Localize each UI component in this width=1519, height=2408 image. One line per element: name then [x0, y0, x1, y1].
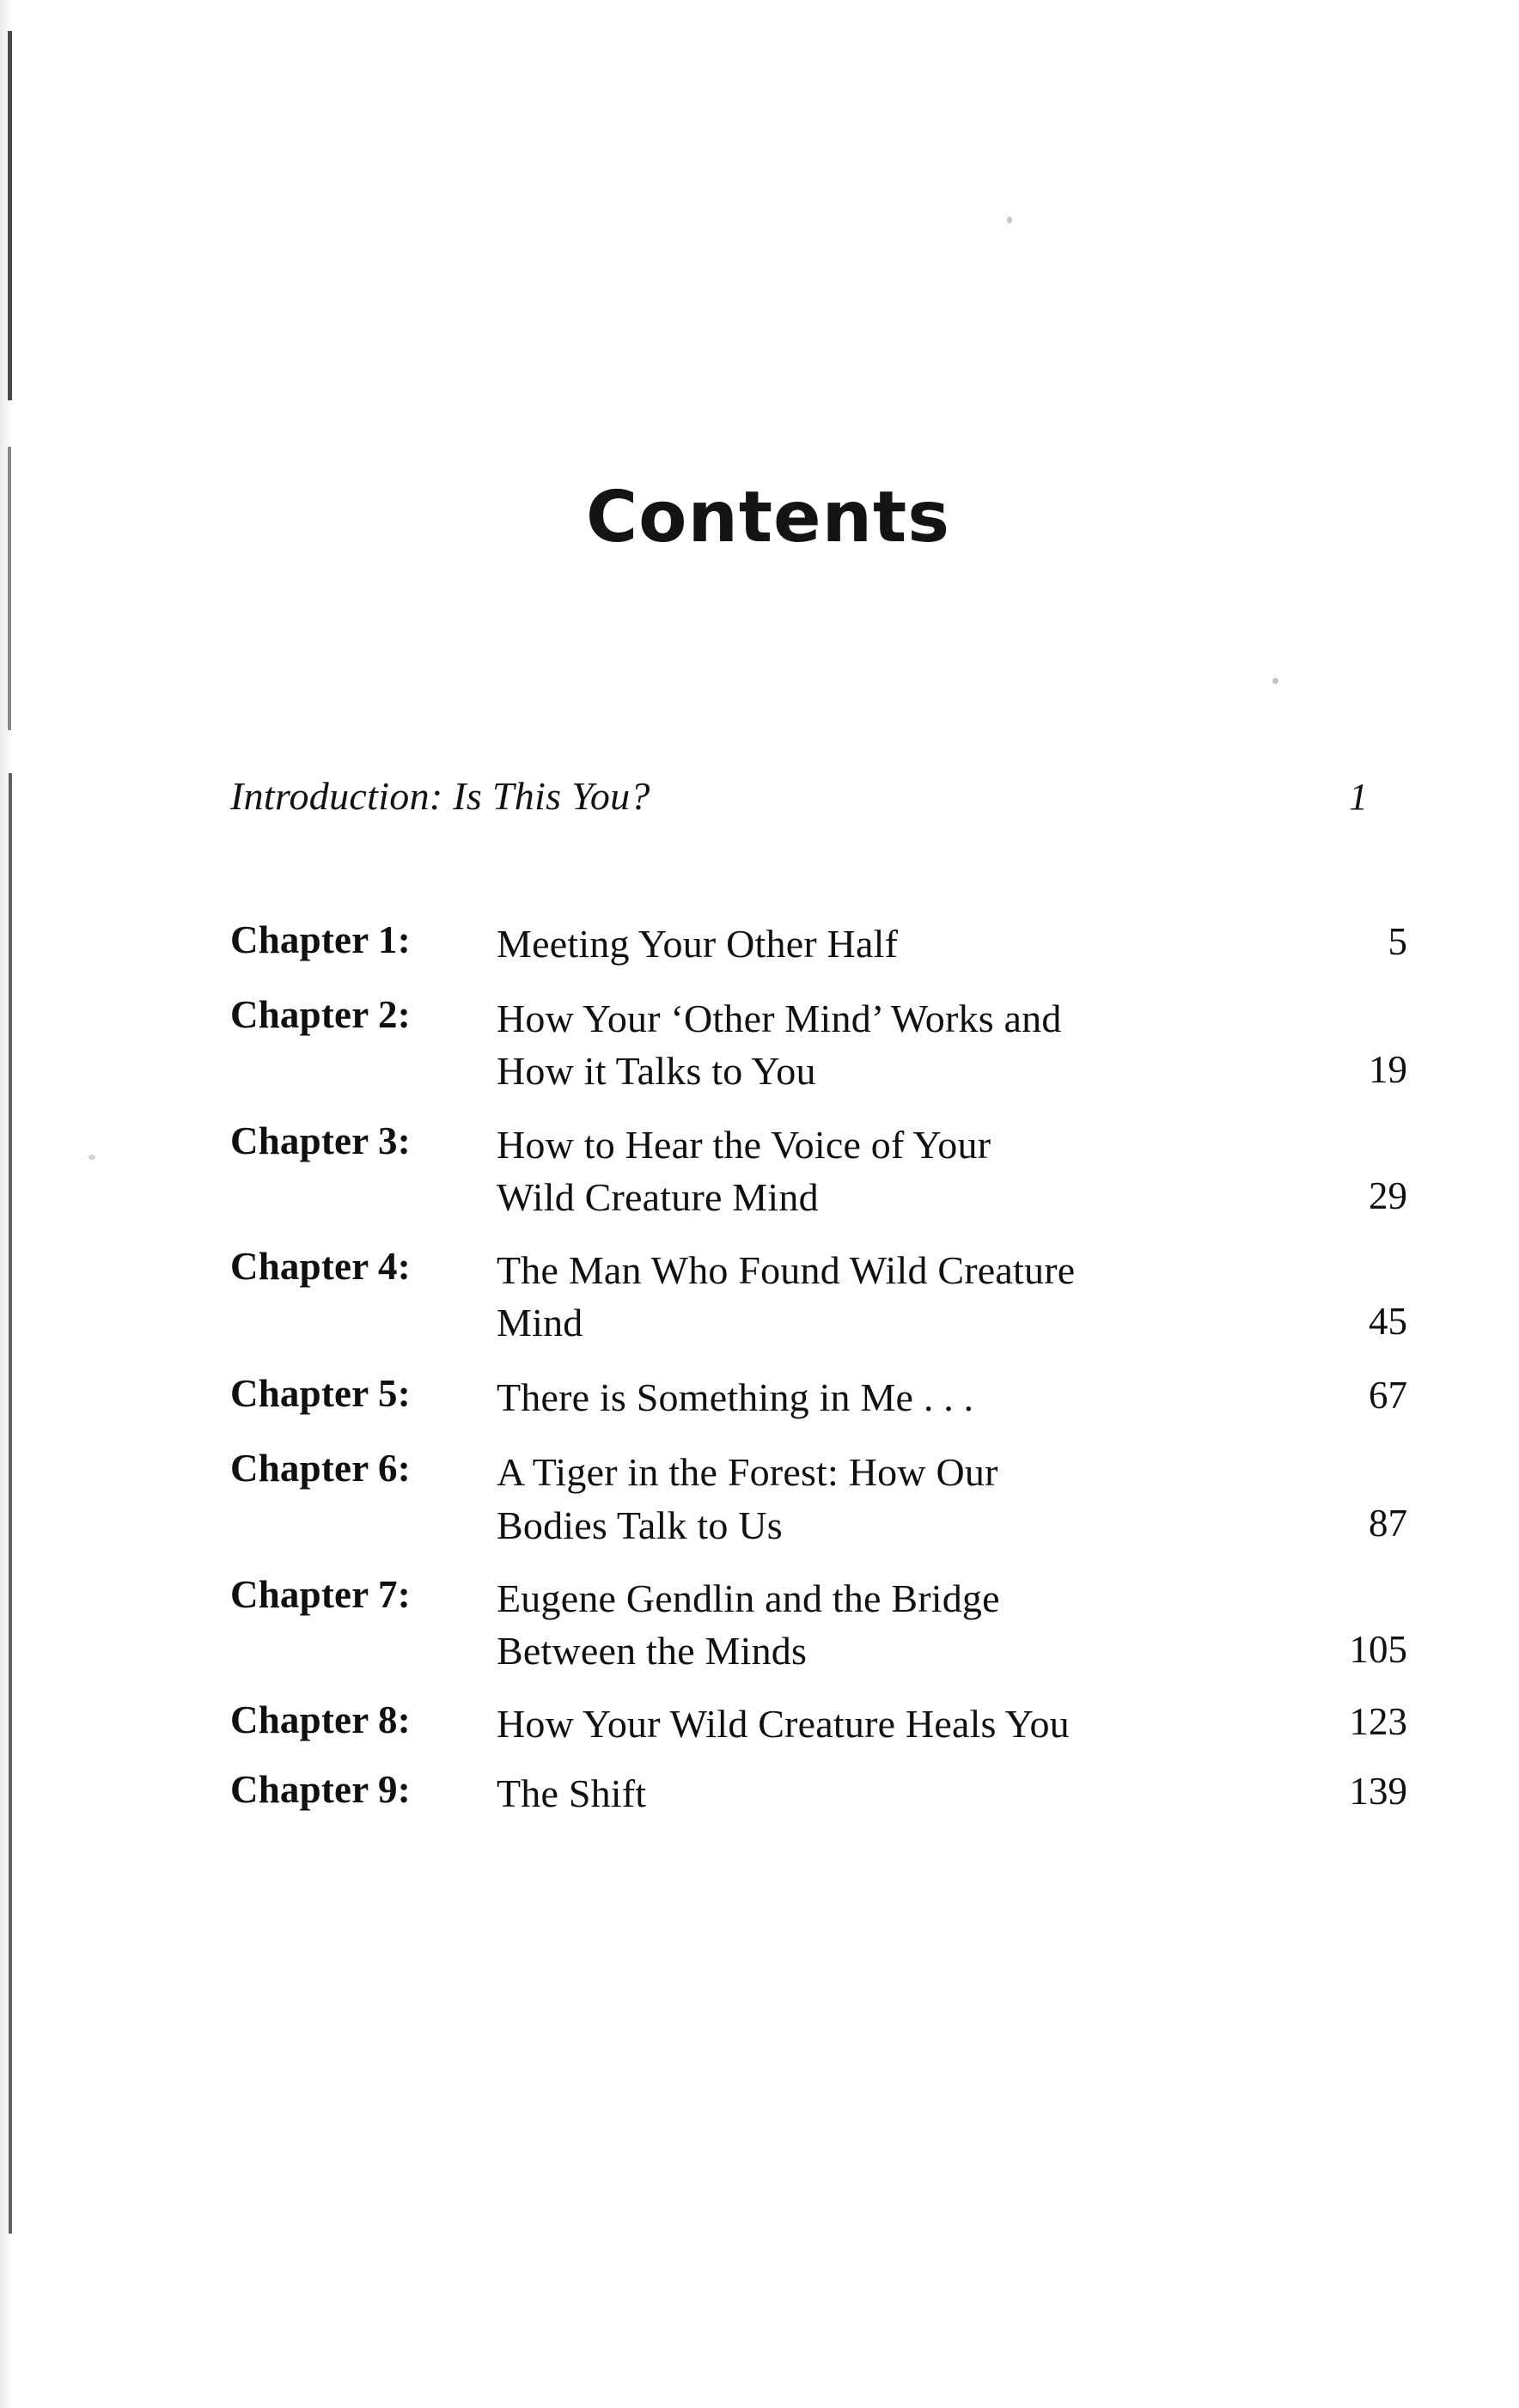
chapter-title-line-2: Wild Creature Mind: [497, 1174, 819, 1219]
page-title: [0, 477, 1519, 558]
chapter-label: Chapter 6:: [230, 1447, 411, 1491]
toc-entry-chapter-5[interactable]: [230, 1371, 1433, 1423]
chapter-title-line-1: Eugene Gendlin and the Bridge: [497, 1576, 1000, 1620]
toc-entry-introduction[interactable]: [230, 773, 1433, 856]
chapter-label: Chapter 5:: [230, 1372, 411, 1416]
chapter-title: [497, 1572, 1278, 1677]
chapter-label: Chapter 9:: [230, 1768, 411, 1812]
chapter-title-line-1: The Man Who Found Wild Creature: [497, 1247, 1076, 1292]
chapter-title: [497, 1446, 1278, 1551]
chapter-page-number: 29: [1369, 1174, 1407, 1217]
chapter-title-line-1: There is Something in Me . . .: [497, 1375, 974, 1420]
chapter-page-number: 105: [1349, 1627, 1407, 1671]
chapter-page-number: 139: [1349, 1770, 1407, 1814]
chapter-label: Chapter 8:: [230, 1698, 411, 1742]
chapter-title-line-1: How to Hear the Voice of Your: [497, 1122, 991, 1167]
toc-entry-chapter-2[interactable]: [230, 992, 1433, 1097]
chapter-page-number: 67: [1369, 1374, 1407, 1417]
toc-entry-chapter-7[interactable]: [230, 1572, 1433, 1677]
chapter-entries: [230, 917, 1433, 1820]
chapter-title-line-1: A Tiger in the Forest: How Our: [497, 1450, 998, 1495]
chapter-title-line-2: Mind: [497, 1301, 583, 1345]
chapter-title: [497, 992, 1278, 1097]
chapter-label: Chapter 2:: [230, 993, 411, 1037]
chapter-title: [497, 917, 1278, 970]
chapter-title-line-2: Between the Minds: [497, 1628, 808, 1673]
toc-entry-chapter-8[interactable]: [230, 1698, 1433, 1750]
chapter-title-line-1: The Shift: [497, 1771, 647, 1816]
chapter-page-number: 87: [1369, 1502, 1407, 1545]
chapter-page-number: 19: [1369, 1048, 1407, 1092]
chapter-title: [497, 1767, 1278, 1820]
chapter-title-line-2: Bodies Talk to Us: [497, 1503, 783, 1547]
chapter-title-line-1: Meeting Your Other Half: [497, 922, 899, 966]
toc-entry-chapter-3[interactable]: [230, 1119, 1433, 1223]
chapter-label: Chapter 3:: [230, 1119, 411, 1162]
page-title-text: Contents: [585, 477, 951, 558]
chapter-page-number: 45: [1369, 1299, 1407, 1343]
chapter-title-line-1: How Your Wild Creature Heals You: [497, 1702, 1070, 1747]
chapter-title-line-2: How it Talks to You: [497, 1049, 816, 1094]
chapter-label: Chapter 4:: [230, 1244, 411, 1288]
chapter-label: Chapter 1:: [230, 918, 411, 961]
chapter-label: Chapter 7:: [230, 1572, 411, 1616]
chapter-title: [497, 1244, 1278, 1349]
toc-entry-page-number: 1: [1349, 776, 1368, 818]
chapter-page-number: 123: [1349, 1700, 1407, 1744]
toc-entry-chapter-4[interactable]: [230, 1244, 1433, 1349]
toc-entry-chapter-1[interactable]: [230, 917, 1433, 970]
chapter-title: [497, 1119, 1278, 1223]
table-of-contents-list: [230, 773, 1433, 1820]
chapter-title: [497, 1371, 1278, 1423]
chapter-page-number: 5: [1388, 920, 1407, 963]
toc-entry-chapter-9[interactable]: [230, 1767, 1433, 1820]
chapter-title-line-1: How Your ‘Other Mind’ Works and: [497, 997, 1062, 1041]
toc-entry-chapter-6[interactable]: [230, 1446, 1433, 1551]
toc-entry-title: Introduction: Is This You?: [230, 774, 650, 818]
chapter-title: [497, 1698, 1278, 1750]
